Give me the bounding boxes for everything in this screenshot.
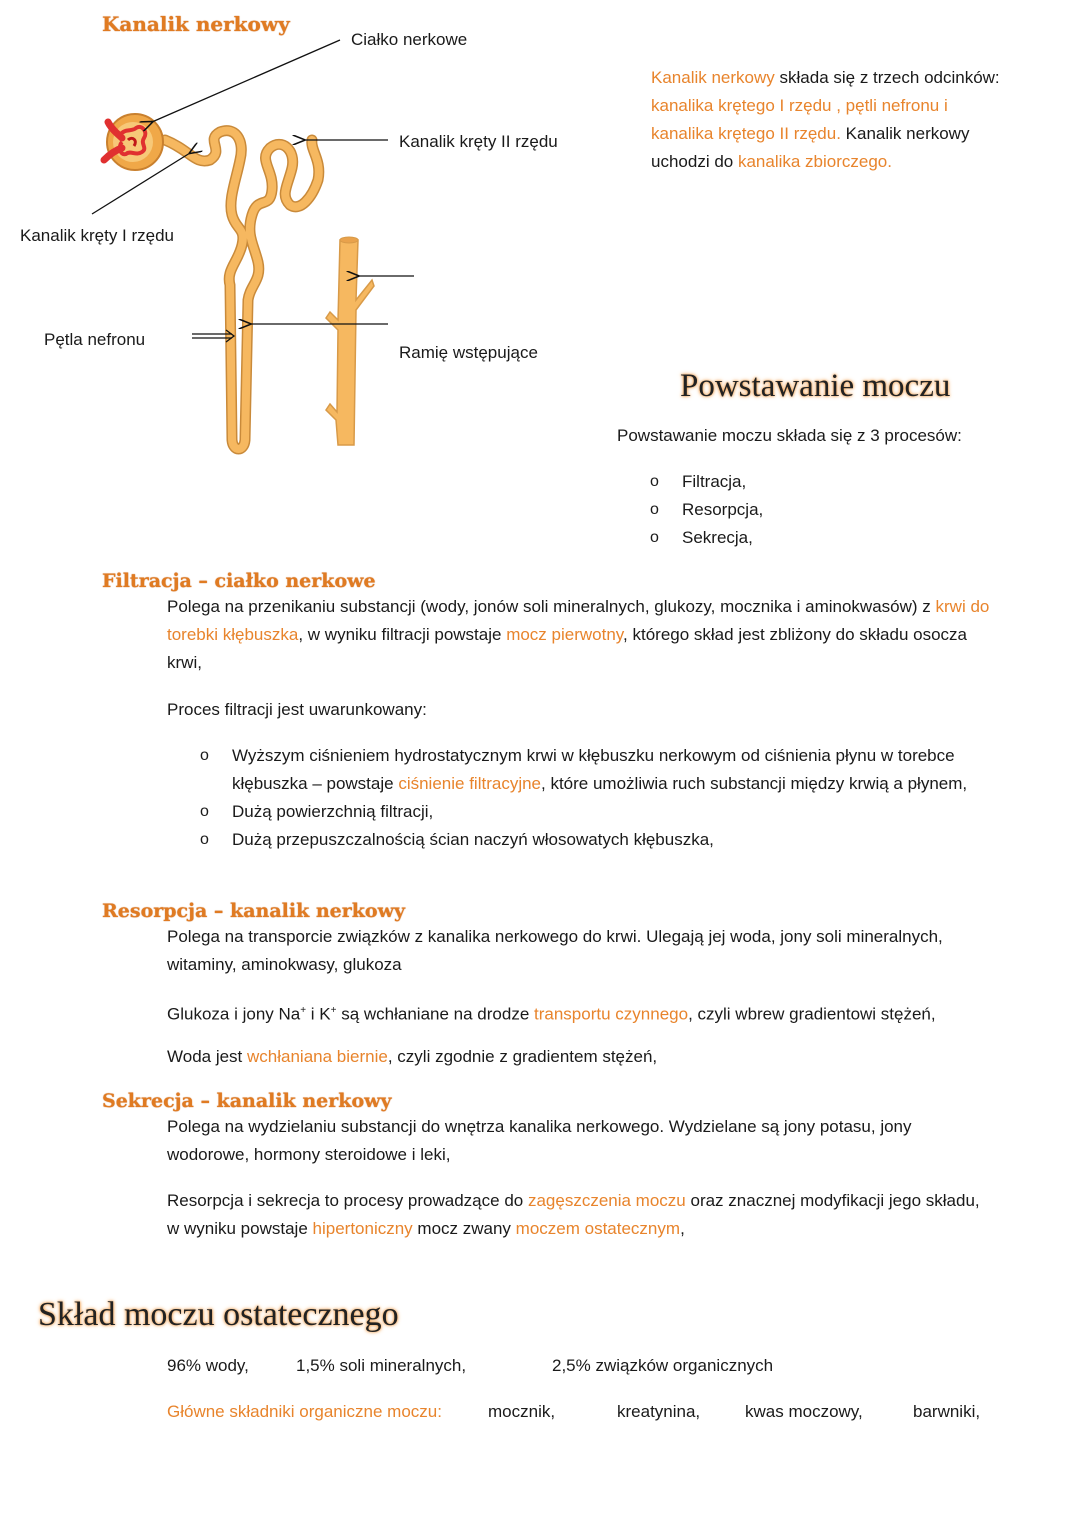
text: , czyli zgodnie z gradientem stężeń, xyxy=(387,1047,658,1066)
powstawanie-list xyxy=(650,468,763,552)
text: są wchłaniane na drodze xyxy=(336,1004,535,1024)
sekrecja-p2 xyxy=(167,1187,987,1243)
diagram-title: Kanalik nerkowy xyxy=(102,12,290,36)
sklad-kreatynina: kreatynina, xyxy=(617,1402,701,1421)
nephron-tubule xyxy=(165,131,319,449)
text: mocz zwany xyxy=(412,1219,516,1238)
term: krwi do torebki kłębuszka xyxy=(167,597,990,644)
sklad-glowne-label: Główne składniki organiczne moczu: xyxy=(167,1402,442,1421)
label-kanalik-krety-1: Kanalik kręty I rzędu xyxy=(20,226,175,245)
sekrecja-p1: Polega na wydzielaniu substancji do wnętrza kanalika nerkowego. Wydzielane są jony potasu, jony wodorowe, hormony steroidowe i leki, xyxy=(167,1117,912,1164)
sklad-organiczne: 2,5% związków organicznych xyxy=(552,1356,774,1375)
term: hipertoniczny xyxy=(312,1219,413,1238)
powstawanie-lead: Powstawanie moczu składa się z 3 procesów: xyxy=(617,426,962,445)
text: , czyli wbrew gradientowi stężeń, xyxy=(688,1004,936,1024)
resorpcja-heading: Resorpcja – kanalik nerkowy xyxy=(102,900,405,922)
sklad-kwas-moczowy: kwas moczowy, xyxy=(745,1402,863,1421)
sekrecja-heading: Sekrecja – kanalik nerkowy xyxy=(102,1090,392,1112)
text: , w wyniku filtracji powstaje xyxy=(298,625,507,644)
list-item: o Filtracja, xyxy=(650,468,763,496)
text: Woda jest xyxy=(167,1047,248,1066)
renal-corpuscle-icon xyxy=(104,114,163,170)
list-item: o Sekrecja, xyxy=(650,524,763,552)
filtracja-p2: Proces filtracji jest uwarunkowany: xyxy=(167,700,427,719)
text: Polega na przenikaniu substancji (wody, jonów soli mineralnych, glukozy, mocznika i aminokwasów) z xyxy=(167,597,936,616)
term: zagęszczenia moczu xyxy=(527,1191,686,1210)
filtracja-list xyxy=(200,742,980,854)
powstawanie-title: Powstawanie moczu xyxy=(680,368,951,404)
label-ramie-wstepujace: Ramię wstępujące xyxy=(399,343,538,362)
text: Wyższym ciśnieniem hydrostatycznym krwi w kłębuszku nerkowym od ciśnienia płynu w torebce kłębuszka – powstaje xyxy=(232,746,955,793)
intro-paragraph xyxy=(651,64,1011,176)
text: oraz znacznej modyfikacji jego składu, w wyniku powstaje xyxy=(167,1191,980,1238)
filtracja-p1 xyxy=(167,593,997,677)
sklad-woda: 96% wody, xyxy=(167,1356,249,1375)
term: mocz pierwotny xyxy=(506,625,624,644)
term: moczem ostatecznym xyxy=(515,1219,681,1238)
intro-term-odcinki: kanalika krętego I rzędu , pętli nefronu i kanalika krętego II rzędu. xyxy=(651,96,948,143)
sklad-title: Skład moczu ostatecznego xyxy=(38,1296,399,1333)
term: transportu czynnego xyxy=(534,1004,689,1024)
text: , które umożliwia ruch substancji między krwią a płynem, xyxy=(541,774,968,793)
text: , xyxy=(680,1219,685,1238)
intro-term-zbiorczy: kanalika zbiorczego. xyxy=(737,152,892,171)
sklad-sole: 1,5% soli mineralnych, xyxy=(296,1356,467,1375)
list-item xyxy=(200,742,980,798)
intro-term-kanalik: Kanalik nerkowy xyxy=(651,68,775,87)
intro-text-2: Kanalik nerkowy uchodzi do xyxy=(651,124,970,171)
sklad-barwniki: barwniki, xyxy=(913,1402,981,1421)
text: Resorpcja i sekrecja to procesy prowadzące do xyxy=(167,1191,528,1210)
resorpcja-p1: Polega na transporcie związków z kanalika nerkowego do krwi. Ulegają jej woda, jony soli mineralnych, witaminy, aminokwasy, glukoza xyxy=(167,927,943,974)
superscript: + xyxy=(300,1005,307,1016)
resorpcja-p3 xyxy=(167,1043,657,1071)
resorpcja-p2 xyxy=(167,997,1047,1029)
text: Glukoza i jony Na xyxy=(167,1004,301,1024)
label-petla-nefronu: Pętla nefronu xyxy=(44,330,146,349)
filtracja-heading: Filtracja – ciałko nerkowe xyxy=(102,570,376,592)
superscript: + xyxy=(330,1005,337,1016)
list-item: o Dużą powierzchnią filtracji, xyxy=(200,798,980,826)
text: , którego skład jest zbliżony do składu osocza krwi, xyxy=(167,625,967,672)
sklad-mocznik: mocznik, xyxy=(488,1402,556,1421)
label-cialko-nerkowe: Ciałko nerkowe xyxy=(351,30,468,49)
list-item: o Dużą przepuszczalnością ścian naczyń włosowatych kłębuszka, xyxy=(200,826,980,854)
label-kanalik-krety-2: Kanalik kręty II rzędu xyxy=(399,132,558,151)
text: i K xyxy=(306,1004,331,1024)
intro-text: składa się z trzech odcinków: xyxy=(774,68,1000,87)
list-item: o Resorpcja, xyxy=(650,496,763,524)
term: wchłaniana biernie xyxy=(247,1047,388,1066)
nephron-diagram xyxy=(0,0,600,470)
term: ciśnienie filtracyjne xyxy=(398,774,542,793)
collecting-duct xyxy=(326,237,374,445)
